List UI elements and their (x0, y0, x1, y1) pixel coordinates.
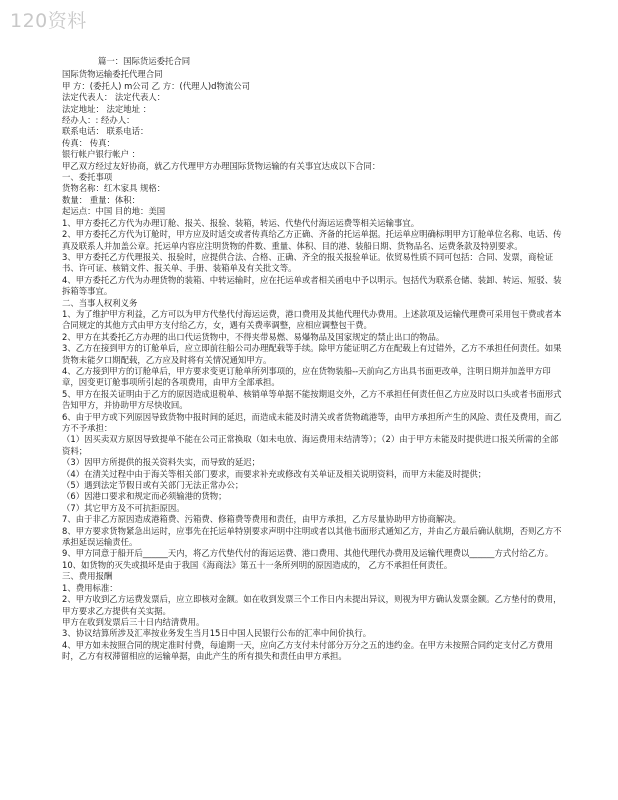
document-line: 1、为了维护甲方利益，乙方可以为甲方代垫代付海运运费，港口费用及其他代理代办费用。上述款项及运输代理费可采用包干费或者本合同规定的其他方式由甲方支付给乙方，女，遇有关费率调整，应相应调整包干费。 (62, 308, 562, 331)
document-line: 起运点：中国 目的地：美国 (62, 206, 166, 217)
document-line: 2、甲方在其委托乙方办理的出口代运货物中，不得夹带易燃、易爆物品及国家规定的禁止出口的物品。 (62, 331, 445, 342)
document-line: 10、如货物的灭失或损坏是由于我国《海商法》第五十一条所列明的原因造成的， 乙方不承担任何责任。 (62, 559, 453, 570)
document-line: （1）因买卖双方原因导致提单不能在公司正常换取（如未电放、海运费用未结清等）；（2）由于甲方未能及时提供进口报关所需的全部资料； (62, 434, 559, 456)
document-line: 1、甲方委托乙方代为办理订舱、报关、报验、装箱，转运、代垫代付海运运费等相关运输事宜。 (62, 217, 420, 228)
document-line: 国际货物运输委托代理合同 (62, 69, 163, 80)
document-line: 银行帐户银行帐户 ： (62, 149, 141, 160)
document-line: 8、甲方要求货物紧急出运时，应事先在托运单特别要求声明中注明或者以其他书面形式通知乙方，并由乙方最后确认航期，否则乙方不承担延误运输责任。 (62, 525, 562, 548)
document-title: 篇一：国际货运委托合同 (98, 56, 191, 66)
document-line: 3、甲方委托乙方代理报关、报验时，应提供合法、合格、正确、齐全的报关报验单证。依贸易性质不同可包括：合同、发票，商检证书、许可证、核销文件、报关单、手册、装箱单及有关批文等。 (62, 251, 554, 274)
document-line: 甲乙双方经过友好协商，就乙方代理甲方办理国际货物运输的有关事宜达成以下合同： (62, 160, 381, 171)
document-line: 货物名称：红木家具 规格： (62, 183, 166, 194)
document-line: 三、费用报酬 (62, 571, 113, 582)
document-line: 5、甲方在报关证明由于乙方的原因造成退税单、核销单等单据不能按期退交外，乙方不承担任何责任但乙方应及时以口头或者书面形式告知甲方，并协助甲方尽快收回。 (62, 388, 562, 411)
document-line: 一、委托事项 (62, 172, 113, 183)
watermark-logo: 120资料 (10, 10, 87, 32)
document-line: 4、乙方接到甲方的订舱单后，甲方要求变更订舱单所列事项的，应在货物装船--天前向乙方出具书面更改单，注明日期并加盖甲方印章，因变更订舱事项所引起的各项费用，由甲方全部承担。 (62, 365, 551, 388)
document-line: 甲方在收到发票后三十日内结清费用。 (62, 616, 205, 627)
document-line: 2、甲方收到乙方运费发票后，应立即核对金额。如在收到发票三个工作日内未提出异议，则视为甲方确认发票金额。乙方垫付的费用，甲方要求乙方提供有关实据。 (62, 594, 562, 616)
document-line: （5）遇到法定节假日或有关部门无法正常办公； (62, 480, 244, 491)
document-line: 4、甲方如未按照合同的规定准时付费，每逾期一天，应向乙方支付未付部分万分之五的违约金。在甲方未按照合同约定支付乙方费用时，乙方有权滞留相应的运输单据，由此产生的所有损失和责任由甲方承担。 (62, 639, 554, 662)
document-line: 7、由于非乙方原因造成港箱费、污箱费、修箱费等费用和责任，由甲方承担，乙方尽量协助甲方协商解决。 (62, 514, 461, 525)
document-line: 4、甲方委托乙方代为办理货物的装箱、中转运输时，应在托运单或者相关函电中予以明示。包括代为联系仓储、装卸、转运、短驳、装拆箱等事宜。 (62, 274, 562, 297)
document-line: 经办人：: 经办人： (62, 115, 135, 126)
document-line: 二、当事人权利义务 (62, 297, 138, 308)
document-line: 法定地址： 法定地址 ： (62, 103, 152, 114)
document-line: 甲 方：(委托人) m公司 乙 方：(代理人)d物流公司 (62, 80, 250, 91)
document-line: 3、乙方在接到甲方的订舱单后，应立即前往船公司办理配载等手续。除甲方能证明乙方在配载上有过错外，乙方不承担任何责任。如果货物未能夕口期配载，乙方应及时将有关情况通知甲方。 (62, 343, 562, 365)
document-line: 法定代表人： 法定代表人： (62, 92, 166, 103)
document-line: 3、协议结算所涉及汇率按业务发生当月15日中国人民银行公布的汇率中间价执行。 (62, 628, 372, 639)
document-body (62, 56, 562, 663)
document-line: （4）在清关过程中由于海关等相关部门要求，而要求补充或修改有关单证及相关说明资料，而甲方未能及时提供； (62, 468, 487, 479)
document-line: 2、甲方委托乙方代为订舱时，甲方应及时适交或者传真给乙方正确、齐备的托运单据。托运单应明确标明甲方订舱单位名称、电话、传真及联系人并加盖公章。托运单内容应注明货物的件数、重量、体积、目的港、装船日期、货物品名、运费条款及特别要求。 (62, 229, 562, 251)
document-line: （7）其它甲方及不可抗拒原因。 (62, 502, 185, 513)
document-line: 6、由于甲方或下列原因导致货物中报时间的延迟，而造成未能及时清关或者货物疏港等，由甲方承担所产生的风险、责任及费用，而乙方不予承担： (62, 411, 562, 433)
document-lines (62, 69, 562, 662)
document-line: （3）因甲方所提供的报关资料失实，而导致的延迟； (62, 457, 260, 468)
document-line: 9、甲方同意于船开后______天内，将乙方代垫代付的海运运费、港口费用、其他代理代办费用及运输代理费以______方式付给乙方。 (62, 548, 554, 559)
document-line: （6）因港口要求和规定而必须输港的货物； (62, 491, 227, 502)
document-line: 传真： 传真： (62, 137, 115, 148)
document-line: 数量： 重量：体积： (62, 194, 141, 205)
document-line: 1、费用标准： (62, 582, 118, 593)
document-line: 联系电话： 联系电话： (62, 126, 149, 137)
